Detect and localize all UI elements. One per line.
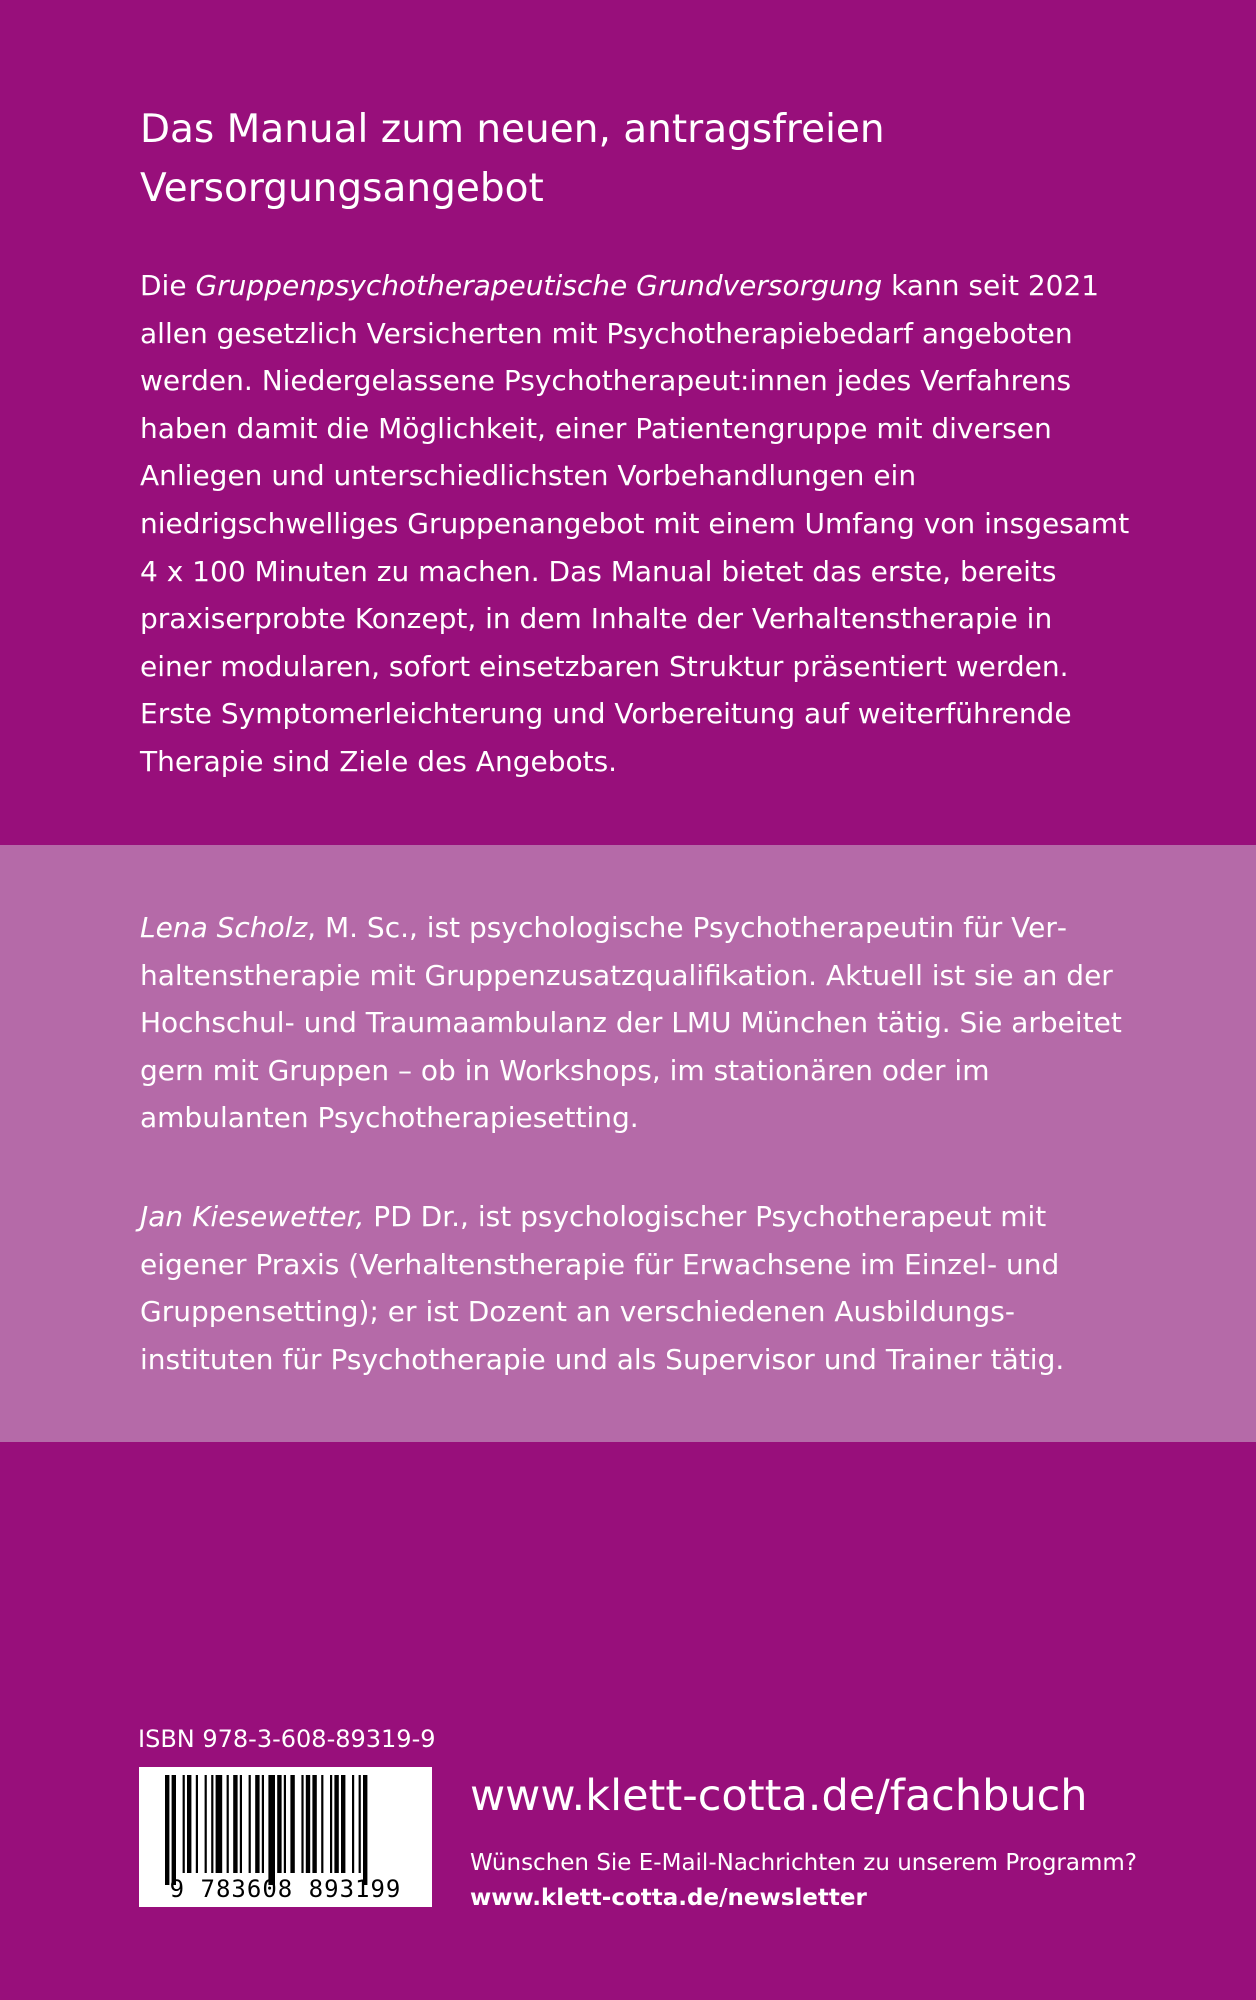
author-bio-kiesewetter (140, 1193, 1130, 1383)
barcode-bar (196, 1775, 198, 1873)
barcode-bar (216, 1775, 223, 1873)
barcode-bar (301, 1775, 303, 1873)
barcode-bar (330, 1775, 332, 1873)
intro-paragraph (140, 262, 1130, 786)
headline-line-1: Das Manual zum neuen, antragsfreien (140, 107, 885, 152)
barcode-bar (268, 1775, 275, 1885)
barcode-bar (262, 1775, 264, 1873)
barcode-bar (359, 1775, 361, 1873)
newsletter-link[interactable]: www.klett-cotta.de/newsletter (470, 1885, 867, 1911)
barcode-bar (284, 1775, 286, 1873)
author-text-kiesewetter: PD Dr., ist psychologischer Psychotherapeut mit eigener Praxis (Verhaltenstherapie für Erwachsene im Einzel- und Gruppensetting); er ist Dozent an verschiedenen Ausbildungsinstituten für Psychotherapie und als Supervisor und Trainer tätig. (140, 1200, 1065, 1376)
barcode-bar (255, 1775, 259, 1873)
barcode-bar (249, 1775, 251, 1873)
newsletter-question: Wünschen Sie E-Mail-Nachrichten zu unserem Programm? (470, 1850, 1137, 1876)
barcode-bar (277, 1775, 281, 1873)
barcode-bar (363, 1775, 367, 1885)
barcode-bar (172, 1775, 176, 1885)
intro-body: kann seit 2021 allen gesetzlich Versicherten mit Psychotherapiebedarf angeboten werden. Niedergelassene Psychotherapeut:innen jedes Verfahrens haben damit die Möglichkeit, einer Patientengruppe mit diversen Anliegen und unterschiedlichsten Vorbehandlungen ein niedrigschwelliges Gruppenangebot mit einem Umfang von insgesamt 4 x 100 Minuten zu machen. Das Manual bietet das erste, bereits praxiserprobte Konzept, in dem Inhalte der Verhaltenstherapie in einer modularen, sofort einsetzbaren Struktur präsentiert werden. Erste Symptomerleichterung und Vorbereitung auf weiterführende Therapie sind Ziele des Angebots. (140, 269, 1130, 778)
barcode-digits: 9 783608 893199 (169, 1875, 402, 1903)
barcode-bar (334, 1775, 338, 1873)
author-text-scholz: , M. Sc., ist psychologische Psychotherapeutin für Verhaltenstherapie mit Gruppenzusatzqualifikation. Aktuell ist sie an der Hochschul- und Traumaambulanz der LMU München tätig. Sie arbeitet gern mit Gruppen – ob in Workshops, im stationären oder im ambulanten Psychotherapiesetting. (140, 911, 1122, 1135)
barcode-bar (227, 1775, 229, 1873)
author-name-scholz: Lena Scholz (140, 911, 308, 944)
barcode-bar (211, 1775, 213, 1873)
isbn-label: ISBN 978-3-608-89319-9 (138, 1725, 436, 1753)
barcode-bar (352, 1775, 354, 1873)
publisher-website-link[interactable]: www.klett-cotta.de/fachbuch (470, 1771, 1088, 1821)
barcode-bar (306, 1775, 310, 1873)
barcode-bar (205, 1775, 207, 1873)
isbn-barcode (139, 1767, 432, 1907)
cover-headline (140, 100, 1120, 218)
intro-lead: Die (140, 269, 196, 302)
barcode-bar (233, 1775, 237, 1873)
barcode-bar (312, 1775, 316, 1873)
author-bio-scholz (140, 904, 1130, 1142)
barcode-bar (165, 1775, 169, 1885)
barcode-bar (183, 1775, 185, 1873)
barcode-bar (240, 1775, 242, 1873)
barcode-bar (187, 1775, 191, 1873)
barcode-bar (341, 1775, 345, 1873)
intro-italic-term: Gruppenpsychotherapeutische Grundversorgung (195, 269, 883, 302)
author-name-kiesewetter: Jan Kiesewetter, (140, 1200, 365, 1233)
headline-line-2: Versorgungsangebot (140, 166, 544, 211)
barcode-bar (290, 1775, 294, 1873)
barcode-bar (321, 1775, 323, 1873)
